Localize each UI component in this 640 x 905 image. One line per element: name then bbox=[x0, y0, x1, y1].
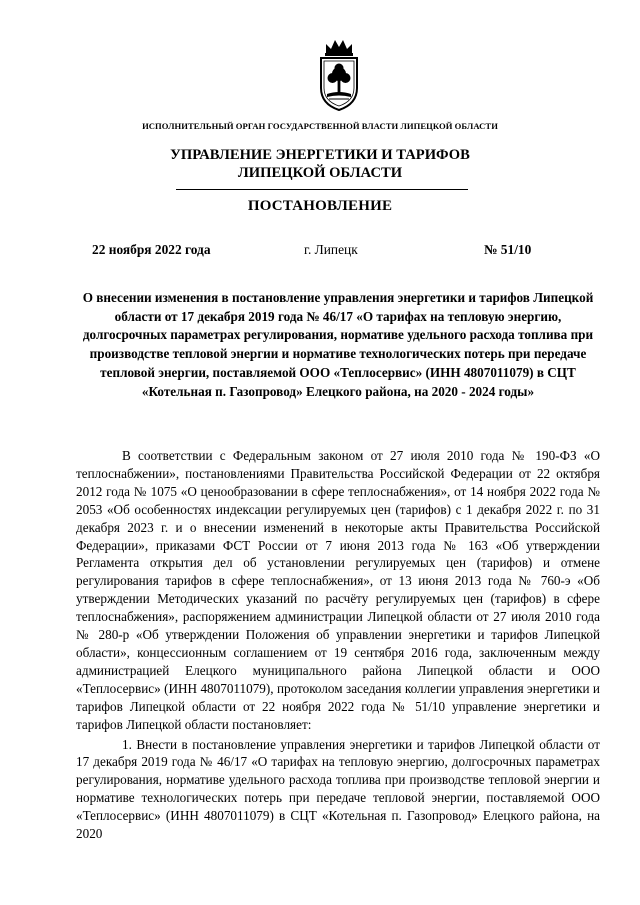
body-paragraph-item-1: 1. Внести в постановление управления энергетики и тарифов Липецкой области от 17 декабря 2019 года № 46/17 «О тарифах на тепловую энергию, долгосрочных параметрах регулирования, нормативе удельного расхода топлива при производстве тепловой энергии и нормативе технологических потерь при передаче тепловой энергии, поставляемой ООО «Теплосервис» (ИНН 4807011079) в СЦТ «Котельная п. Газопровод» Елецкого района, на 2020 bbox=[76, 736, 600, 842]
department-name bbox=[0, 146, 640, 182]
document-date: 22 ноября 2022 года bbox=[92, 242, 211, 257]
coat-of-arms-icon bbox=[316, 38, 362, 112]
issuer-title: ИСПОЛНИТЕЛЬНЫЙ ОРГАН ГОСУДАРСТВЕННОЙ ВЛАСТИ ЛИПЕЦКОЙ ОБЛАСТИ bbox=[142, 121, 498, 131]
body-paragraph-preamble: В соответствии с Федеральным законом от 27 июля 2010 года № 190-ФЗ «О теплоснабжении», постановлениями Правительства Российской Федерации от 22 октября 2012 года № 1075 «О ценообразовании в сфере теплоснабжения», от 14 ноября 2022 года № 2053 «Об особенностях индексации регулируемых цен (тарифов) с 1 декабря 2022 г. по 31 декабря 2023 г. и о внесении изменений в некоторые акты Правительства Российской Федерации», приказами ФСТ России от 7 июня 2013 года № 163 «Об утверждении Регламента открытия дел об установлении регулируемых цен (тарифов) и отмене регулирования тарифов в сфере теплоснабжения», от 13 июня 2013 года № 760-э «Об утверждении Методических указаний по расчёту регулируемых цен (тарифов) в сфере теплоснабжения», распоряжением администрации Липецкой области от 27 июля 2010 года № 280-р «Об утверждении Положения об управлении энергетики и тарифов Липецкой области», концессионным соглашением от 19 сентября 2016 года, заключенным между администрацией Елецкого муниципального района Липецкой области и ООО «Теплосервис» (ИНН 4807011079), протоколом заседания коллегии управления энергетики и тарифов Липецкой области от 22 ноября 2022 года № 51/10 управление энергетики и тарифов Липецкой области постановляет: bbox=[76, 448, 600, 732]
document-type: ПОСТАНОВЛЕНИЕ bbox=[247, 198, 393, 214]
document-body bbox=[76, 447, 600, 843]
document-subject: О внесении изменения в постановление управления энергетики и тарифов Липецкой области от 17 декабря 2019 года № 46/17 «О тарифах на тепловую энергию, долгосрочных параметрах регулирования, нормативе удельного расхода топлива при производстве тепловой энергии и нормативе технологических потерь при передаче тепловой энергии, поставляемой ООО «Теплосервис» (ИНН 4807011079) в СЦТ «Котельная п. Газопровод» Елецкого района, на 2020 - 2024 годы» bbox=[82, 290, 594, 399]
header-divider bbox=[176, 189, 468, 190]
department-name-line2: ЛИПЕЦКОЙ ОБЛАСТИ bbox=[237, 165, 403, 181]
department-name-line1: УПРАВЛЕНИЕ ЭНЕРГЕТИКИ И ТАРИФОВ bbox=[170, 147, 470, 163]
document-number: № 51/10 bbox=[484, 242, 532, 257]
document-city: г. Липецк bbox=[304, 242, 358, 257]
